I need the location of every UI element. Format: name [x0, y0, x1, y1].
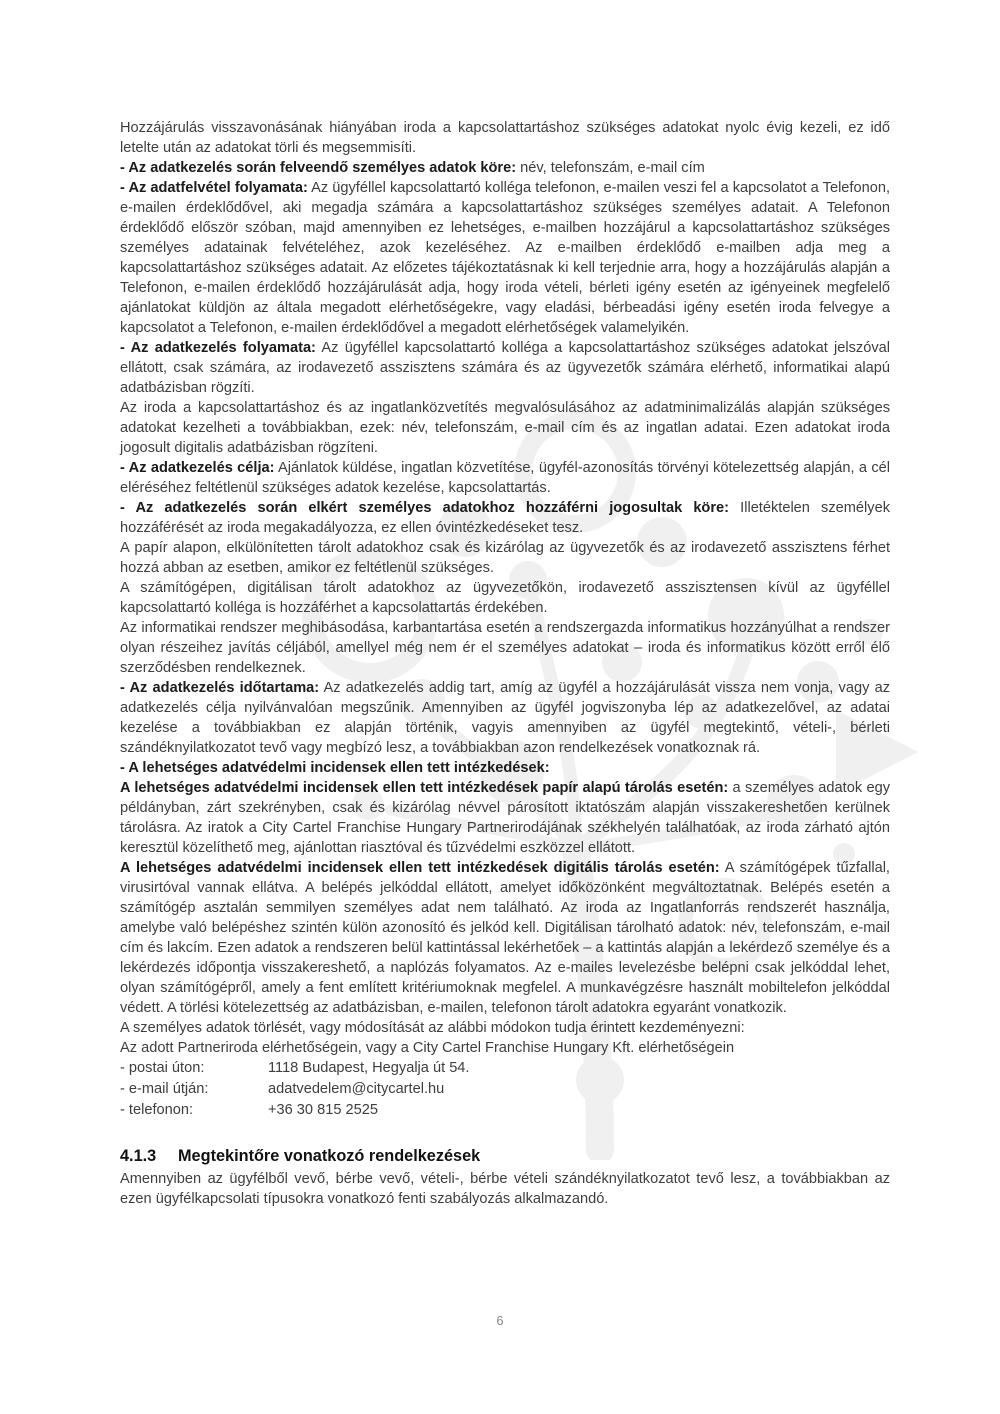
section-number: 4.1.3 — [120, 1147, 157, 1165]
body-text-run: A számítógépen, digitálisan tárolt adatokhoz az ügyvezetőkön, irodavezető asszisztensen kívül az ügyféllel kapcsolattartó kolléga is hozzáférhet a kapcsolattartás érdekében. — [120, 580, 890, 616]
contact-label: - e-mail útján: — [120, 1081, 209, 1097]
paragraph — [120, 498, 890, 538]
paragraph — [120, 458, 890, 498]
body-text-run: Az ügyféllel kapcsolattartó kolléga a kapcsolattartáshoz szükséges adatokat jelszóval ellátott, csak számára, az irodavezető asszisztens számára és az ügyvezetők számára elérhető, informatikai alapú adatbázisban rögzíti. — [120, 340, 890, 396]
bold-text-run: - Az adatkezelés időtartama: — [120, 680, 320, 696]
body-text-run: Az adatkezelés addig tart, amíg az ügyfél a hozzájárulását vissza nem vonja, vagy az adatkezelés célja nyilvánvalóan megszűnik. Amennyiben az ügyfél jogviszonyba lép az adatkezelővel, az adatai kezelése a továbbiakban ez alapján történik, vagyis amennyiben az ügyfél megtekintő, vételi-, bérleti szándéknyilatkozatot tevő vagy megbízó lesz, a továbbiakban azon rendelkezések vonatkoznak rá. — [120, 680, 890, 756]
contact-row — [120, 1058, 890, 1079]
paragraph — [120, 118, 890, 158]
body-text-run: a személyes adatok egy példányban, zárt szekrényben, csak és kizárólag névvel párosított iktatószám alapján visszakereshetően kerülnek tárolásra. Az iratok a City Cartel Franchise Hungary Partnerirodájának székhelyén találhatóak, az iroda zárható ajtón keresztül közelíthető meg, ajánlottan riasztóval és tűzvédelmi eszközzel ellátott. — [120, 780, 890, 856]
document-content — [120, 118, 890, 1209]
body-text-run: Hozzájárulás visszavonásának hiányában iroda a kapcsolattartáshoz szükséges adatokat nyolc évig kezeli, ez idő letelte után az adatokat törli és megsemmisíti. — [120, 120, 890, 156]
bold-text-run: - Az adatkezelés során felveendő személyes adatok köre: — [120, 160, 517, 176]
body-text-run: Illetéktelen személyek hozzáférését az iroda megakadályozza, ez ellen óvintézkedéseket tesz. — [120, 500, 890, 536]
body-text-run: Az adott Partneriroda elérhetőségein, vagy a City Cartel Franchise Hungary Kft. elérhetőségein — [120, 1040, 735, 1056]
body-text-run: A számítógépek tűzfallal, virusirtóval vannak ellátva. A belépés jelkóddal ellátott, amelyet időközönként megváltoztatnak. Belépés esetén a számítógép asztalán semmilyen személyes adat nem található. Az iroda az Ingatlanforrás rendszerét használja, amelybe való belépéshez szintén külön azonosító és jelkód kell. Digitálisan tárolható adatok: név, telefonszám, e-mail cím és lakcím. Ezen adatok a rendszeren belül kattintással lekérhetőek – a kattintás alapján a lekérdező személye és a lekérdezés időpontja visszakereshető, a naplózás folyamatos. Az e-mailes levelezésbe belépni csak jelkóddal lehet, olyan számítógépről, amely a fent említett kritériumoknak megfelel. A munkavégzésre használt mobiltelefon jelkóddal védett. A törlési kötelezettség az adatbázisban, e-mailen, telefonon tárolt adatokra egyaránt vonatkozik. — [120, 860, 890, 1016]
paragraph — [120, 538, 890, 578]
paragraph — [120, 338, 890, 398]
body-text-run: név, telefonszám, e-mail cím — [516, 160, 705, 176]
contact-value: 1118 Budapest, Hegyalja út 54. — [268, 1060, 470, 1076]
contact-value: adatvedelem@citycartel.hu — [268, 1081, 445, 1097]
paragraph — [120, 578, 890, 618]
paragraph — [120, 618, 890, 678]
paragraph — [120, 758, 890, 778]
contact-row — [120, 1079, 890, 1100]
contact-label: - postai úton: — [120, 1060, 205, 1076]
body-text-run: Amennyiben az ügyfélből vevő, bérbe vevő, vételi-, bérbe vételi szándéknyilatkozatot tevő lesz, a továbbiakban az ezen ügyfélkapcsolati típusokra vonatkozó fenti szabályozás alkalmazandó. — [120, 1171, 890, 1207]
paragraph — [120, 858, 890, 1018]
paragraph — [120, 1038, 890, 1058]
bold-text-run: A lehetséges adatvédelmi incidensek ellen tett intézkedések papír alapú tárolás esetén: — [120, 780, 729, 796]
paragraph — [120, 678, 890, 758]
body-text-run: Az informatikai rendszer meghibásodása, karbantartása esetén a rendszergazda informatikus hozzányúlhat a rendszer olyan részeihez javítás céljából, amellyel még nem ér el személyes adatokat – iroda és informatikus között erről élő szerződésben rendelkeznek. — [120, 620, 890, 676]
bold-text-run: - Az adatkezelés során elkért személyes adatokhoz hozzáférni jogosultak köre: — [120, 500, 730, 516]
section-heading — [120, 1145, 890, 1167]
body-text-run: Az iroda a kapcsolattartáshoz és az ingatlanközvetítés megvalósulásához az adatminimalizálás alapján szükséges adatokat kezelheti a továbbiakban, ezek: név, telefonszám, e-mail cím és az ingatlan adatai. Ezen adatokat iroda jogosult digitalis adatbázisban rögzíteni. — [120, 400, 890, 456]
body-text-run: Az ügyféllel kapcsolattartó kolléga telefonon, e-mailen veszi fel a kapcsolatot a Telefonon, e-mailen érdeklődővel, aki megadja számára a kapcsolattartáshoz szükséges személyes adatait. A Telefonon érdeklődő először szóban, majd amennyiben ez lehetséges, e-mailben hozzájárul a kapcsolattartáshoz szükséges személyes adatainak felvételéhez, azok kezeléséhez. Az e-mailben érdeklődő e-mailben adja meg a kapcsolattartáshoz szükséges adatait. Az előzetes tájékoztatásnak ki kell terjednie arra, hogy a hozzájárulás alapján a Telefonon, e-mailen érdeklődő hozzájárulását adja, hogy iroda vételi, bérleti igény esetén az igényeinek megfelelő ajánlatokat küldjön az általa megadott elérhetőségekre, vagy eladási, bérbeadási igény esetén iroda felvegye a kapcsolatot a Telefonon, e-mailen érdeklődővel a megadott elérhetőségek valamelyikén. — [120, 180, 890, 336]
paragraph — [120, 1018, 890, 1038]
contact-value: +36 30 815 2525 — [268, 1102, 378, 1118]
paragraph — [120, 1169, 890, 1209]
body-text-run: Ajánlatok küldése, ingatlan közvetítése, ügyfél-azonosítás törvényi kötelezettség alapján, a cél eléréséhez feltétlenül szükséges adatok kezelése, kapcsolattartás. — [120, 460, 890, 496]
bold-text-run: - A lehetséges adatvédelmi incidensek ellen tett intézkedések: — [120, 760, 550, 776]
paragraph — [120, 178, 890, 338]
body-text-run: A személyes adatok törlését, vagy módosítását az alábbi módokon tudja érintett kezdeményezni: — [120, 1020, 745, 1036]
bold-text-run: - Az adatkezelés folyamata: — [120, 340, 316, 356]
bold-text-run: A lehetséges adatvédelmi incidensek ellen tett intézkedések digitális tárolás esetén: — [120, 860, 720, 876]
section-title: Megtekintőre vonatkozó rendelkezések — [178, 1147, 481, 1165]
contact-label: - telefonon: — [120, 1102, 194, 1118]
bold-text-run: - Az adatfelvétel folyamata: — [120, 180, 308, 196]
contact-row — [120, 1100, 890, 1121]
paragraph — [120, 158, 890, 178]
paragraph — [120, 398, 890, 458]
paragraph — [120, 778, 890, 858]
body-text-run: A papír alapon, elkülönítetten tárolt adatokhoz csak és kizárólag az ügyvezetők és az irodavezető asszisztens férhet hozzá abban az esetben, amikor ez feltétlenül szükséges. — [120, 540, 890, 576]
bold-text-run: - Az adatkezelés célja: — [120, 460, 275, 476]
page-number: 6 — [496, 1314, 504, 1328]
